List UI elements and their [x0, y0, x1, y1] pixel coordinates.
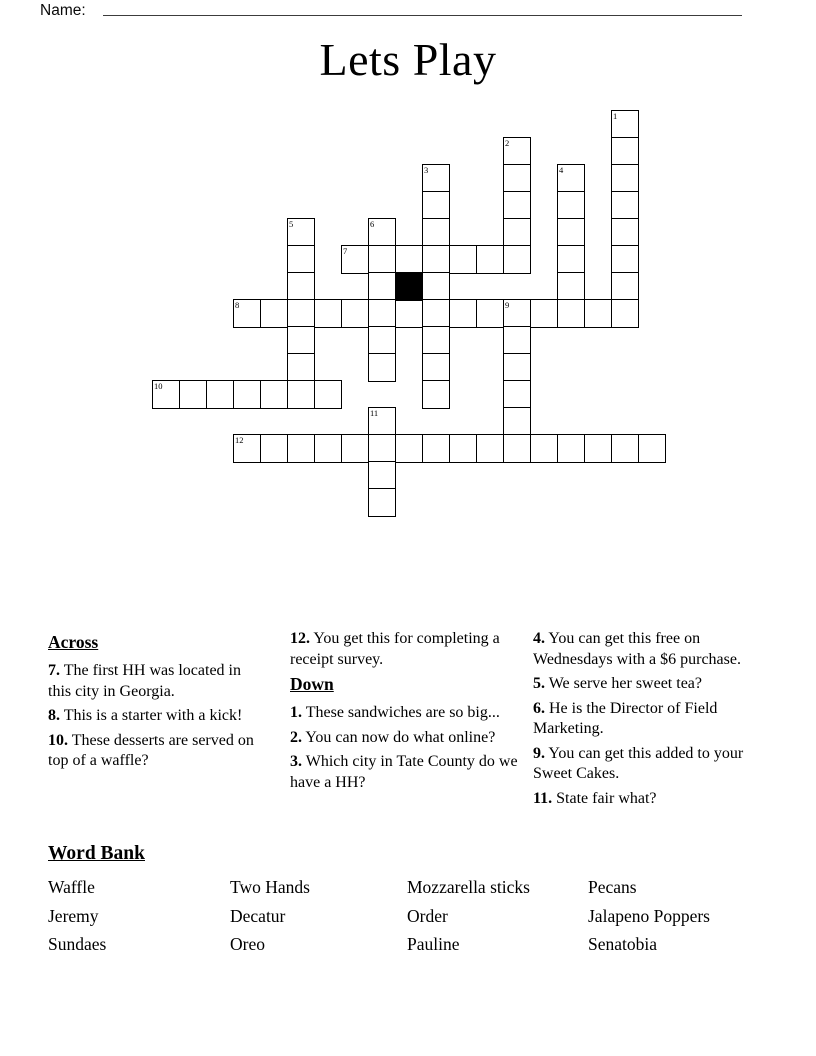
grid-cell[interactable] — [611, 272, 640, 301]
word-bank-heading: Word Bank — [48, 843, 145, 864]
grid-cell[interactable] — [368, 461, 397, 490]
clue-number: 12. — [290, 630, 310, 647]
cell-number: 7 — [343, 245, 348, 256]
cell-number: 8 — [235, 299, 240, 310]
grid-cell[interactable] — [287, 299, 316, 328]
grid-cell[interactable] — [530, 299, 559, 328]
grid-cell[interactable] — [368, 299, 397, 328]
clue-number: 2. — [290, 728, 302, 746]
cell-number: 10 — [154, 380, 163, 391]
word-bank-word: Decatur — [230, 905, 286, 926]
grid-cell[interactable] — [449, 434, 478, 463]
grid-cell[interactable] — [422, 299, 451, 328]
cell-number: 3 — [424, 164, 429, 175]
grid-cell[interactable] — [368, 488, 397, 517]
page-title: Lets Play — [319, 34, 497, 85]
word-bank-word: Oreo — [230, 934, 265, 955]
grid-cell[interactable] — [422, 245, 451, 274]
grid-cell[interactable] — [503, 380, 532, 409]
grid-cell[interactable] — [422, 434, 451, 463]
cell-number: 1 — [613, 110, 618, 121]
grid-cell[interactable] — [557, 218, 586, 247]
word-bank-word: Pecans — [588, 877, 637, 897]
grid-cell[interactable] — [611, 299, 640, 328]
clue: 3. Which city in Tate County do we have a HH? — [290, 753, 518, 791]
grid-cell[interactable] — [611, 164, 640, 193]
grid-cell[interactable] — [314, 434, 343, 463]
name-label: Name: — [40, 2, 86, 19]
word-bank-column — [407, 873, 530, 959]
word-bank-column — [48, 873, 106, 959]
grid-cell[interactable] — [287, 245, 316, 274]
grid-cell[interactable] — [476, 299, 505, 328]
grid-cell[interactable] — [611, 137, 640, 166]
grid-cell[interactable] — [476, 245, 505, 274]
grid-cell[interactable] — [584, 434, 613, 463]
clue-number: 6. — [533, 699, 545, 717]
grid-cell[interactable] — [611, 110, 640, 139]
grid-cell[interactable] — [287, 326, 316, 355]
grid-cell[interactable] — [422, 191, 451, 220]
grid-cell[interactable] — [449, 299, 478, 328]
clue-number: 4. — [533, 630, 545, 647]
clue-number: 8. — [48, 707, 60, 724]
grid-cell[interactable] — [233, 434, 262, 463]
grid-cell[interactable] — [395, 434, 424, 463]
grid-cell[interactable] — [557, 434, 586, 463]
grid-cell[interactable] — [557, 245, 586, 274]
black-cell — [395, 272, 424, 301]
clue: 9. You can get this added to your Sweet Cakes. — [533, 744, 744, 782]
word-bank-word: Jeremy — [48, 905, 99, 926]
grid-cell[interactable] — [557, 191, 586, 220]
clue-list-heading: Across — [48, 632, 99, 652]
cell-number: 5 — [289, 218, 294, 229]
word-bank-word: Pauline — [407, 934, 460, 955]
cell-number: 4 — [559, 164, 564, 175]
grid-cell[interactable] — [260, 299, 289, 328]
grid-cell[interactable] — [368, 353, 397, 382]
grid-cell[interactable] — [233, 380, 262, 409]
grid-cell[interactable] — [368, 272, 397, 301]
grid-cell[interactable] — [611, 191, 640, 220]
grid-cell[interactable] — [233, 299, 262, 328]
grid-cell[interactable] — [557, 272, 586, 301]
grid-cell[interactable] — [260, 434, 289, 463]
word-bank-word: Sundaes — [48, 934, 107, 955]
clue: 1. These sandwiches are so big... — [290, 704, 500, 721]
grid-cell[interactable] — [503, 164, 532, 193]
grid-cell[interactable] — [584, 299, 613, 328]
grid-cell[interactable] — [503, 326, 532, 355]
word-bank-word: Order — [407, 905, 448, 926]
grid-cell[interactable] — [503, 407, 532, 436]
grid-cell[interactable] — [503, 137, 532, 166]
grid-cell[interactable] — [611, 218, 640, 247]
clue-number: 9. — [533, 744, 545, 762]
grid-cell[interactable] — [422, 218, 451, 247]
clue-column — [48, 629, 260, 776]
grid-cell[interactable] — [287, 434, 316, 463]
cell-number: 12 — [235, 434, 244, 445]
grid-cell[interactable] — [368, 326, 397, 355]
grid-cell[interactable] — [287, 353, 316, 382]
cell-number: 11 — [370, 407, 379, 418]
grid-cell[interactable] — [557, 164, 586, 193]
word-bank-word: Two Hands — [230, 877, 310, 897]
grid-cell[interactable] — [449, 245, 478, 274]
clue: 8. This is a starter with a kick! — [48, 707, 243, 724]
grid-cell[interactable] — [287, 380, 316, 409]
cell-number: 6 — [370, 218, 375, 229]
grid-cell[interactable] — [503, 353, 532, 382]
grid-cell[interactable] — [503, 218, 532, 247]
grid-cell[interactable] — [341, 245, 370, 274]
clue: 5. We serve her sweet tea? — [533, 675, 702, 692]
clue: 4. You can get this free on Wednesdays with a $6 purchase. — [533, 630, 741, 668]
grid-cell[interactable] — [611, 434, 640, 463]
clue: 7. The first HH was located in this city in Georgia. — [48, 662, 241, 700]
grid-cell[interactable] — [503, 245, 532, 274]
grid-cell[interactable] — [422, 326, 451, 355]
grid-cell[interactable] — [476, 434, 505, 463]
clue-column — [290, 629, 518, 797]
grid-cell[interactable] — [287, 218, 316, 247]
word-bank-column — [230, 873, 310, 959]
clue: 10. These desserts are served on top of a waffle? — [48, 731, 254, 769]
grid-cell[interactable] — [341, 434, 370, 463]
word-bank-column — [588, 873, 710, 959]
clue-number: 5. — [533, 675, 545, 692]
clue-number: 1. — [290, 704, 302, 721]
grid-cell[interactable] — [206, 380, 235, 409]
clue: 12. You get this for completing a receipt survey. — [290, 630, 500, 668]
word-bank-word: Mozzarella sticks — [407, 877, 530, 897]
cell-number: 9 — [505, 299, 510, 310]
word-bank-word: Waffle — [48, 877, 95, 897]
grid-cell[interactable] — [422, 380, 451, 409]
grid-cell[interactable] — [368, 245, 397, 274]
grid-cell[interactable] — [179, 380, 208, 409]
grid-cell[interactable] — [503, 191, 532, 220]
grid-cell[interactable] — [395, 245, 424, 274]
grid-cell[interactable] — [611, 245, 640, 274]
grid-cell[interactable] — [422, 272, 451, 301]
clue-number: 3. — [290, 753, 302, 770]
clue-number: 7. — [48, 662, 60, 679]
grid-cell[interactable] — [314, 380, 343, 409]
clue-number: 11. — [533, 789, 553, 807]
clue: 11. State fair what? — [533, 789, 657, 807]
grid-cell[interactable] — [152, 380, 181, 409]
grid-cell[interactable] — [422, 353, 451, 382]
grid-cell[interactable] — [314, 299, 343, 328]
word-bank-word: Senatobia — [588, 934, 658, 955]
clue-number: 10. — [48, 731, 68, 749]
grid-cell[interactable] — [422, 164, 451, 193]
grid-cell[interactable] — [503, 434, 532, 463]
word-bank-word: Jalapeno Poppers — [588, 905, 710, 926]
grid-cell[interactable] — [287, 272, 316, 301]
grid-cell[interactable] — [368, 434, 397, 463]
clue-column — [533, 629, 746, 813]
grid-cell[interactable] — [368, 407, 397, 436]
grid-cell[interactable] — [503, 299, 532, 328]
grid-cell[interactable] — [395, 299, 424, 328]
clue: 2. You can now do what online? — [290, 728, 496, 746]
grid-cell[interactable] — [557, 299, 586, 328]
cell-number: 2 — [505, 137, 510, 148]
grid-cell[interactable] — [341, 299, 370, 328]
grid-cell[interactable] — [368, 218, 397, 247]
clue: 6. He is the Director of Field Marketing. — [533, 699, 718, 737]
grid-cell[interactable] — [638, 434, 667, 463]
grid-cell[interactable] — [530, 434, 559, 463]
clue-list-heading: Down — [290, 674, 334, 694]
grid-cell[interactable] — [260, 380, 289, 409]
